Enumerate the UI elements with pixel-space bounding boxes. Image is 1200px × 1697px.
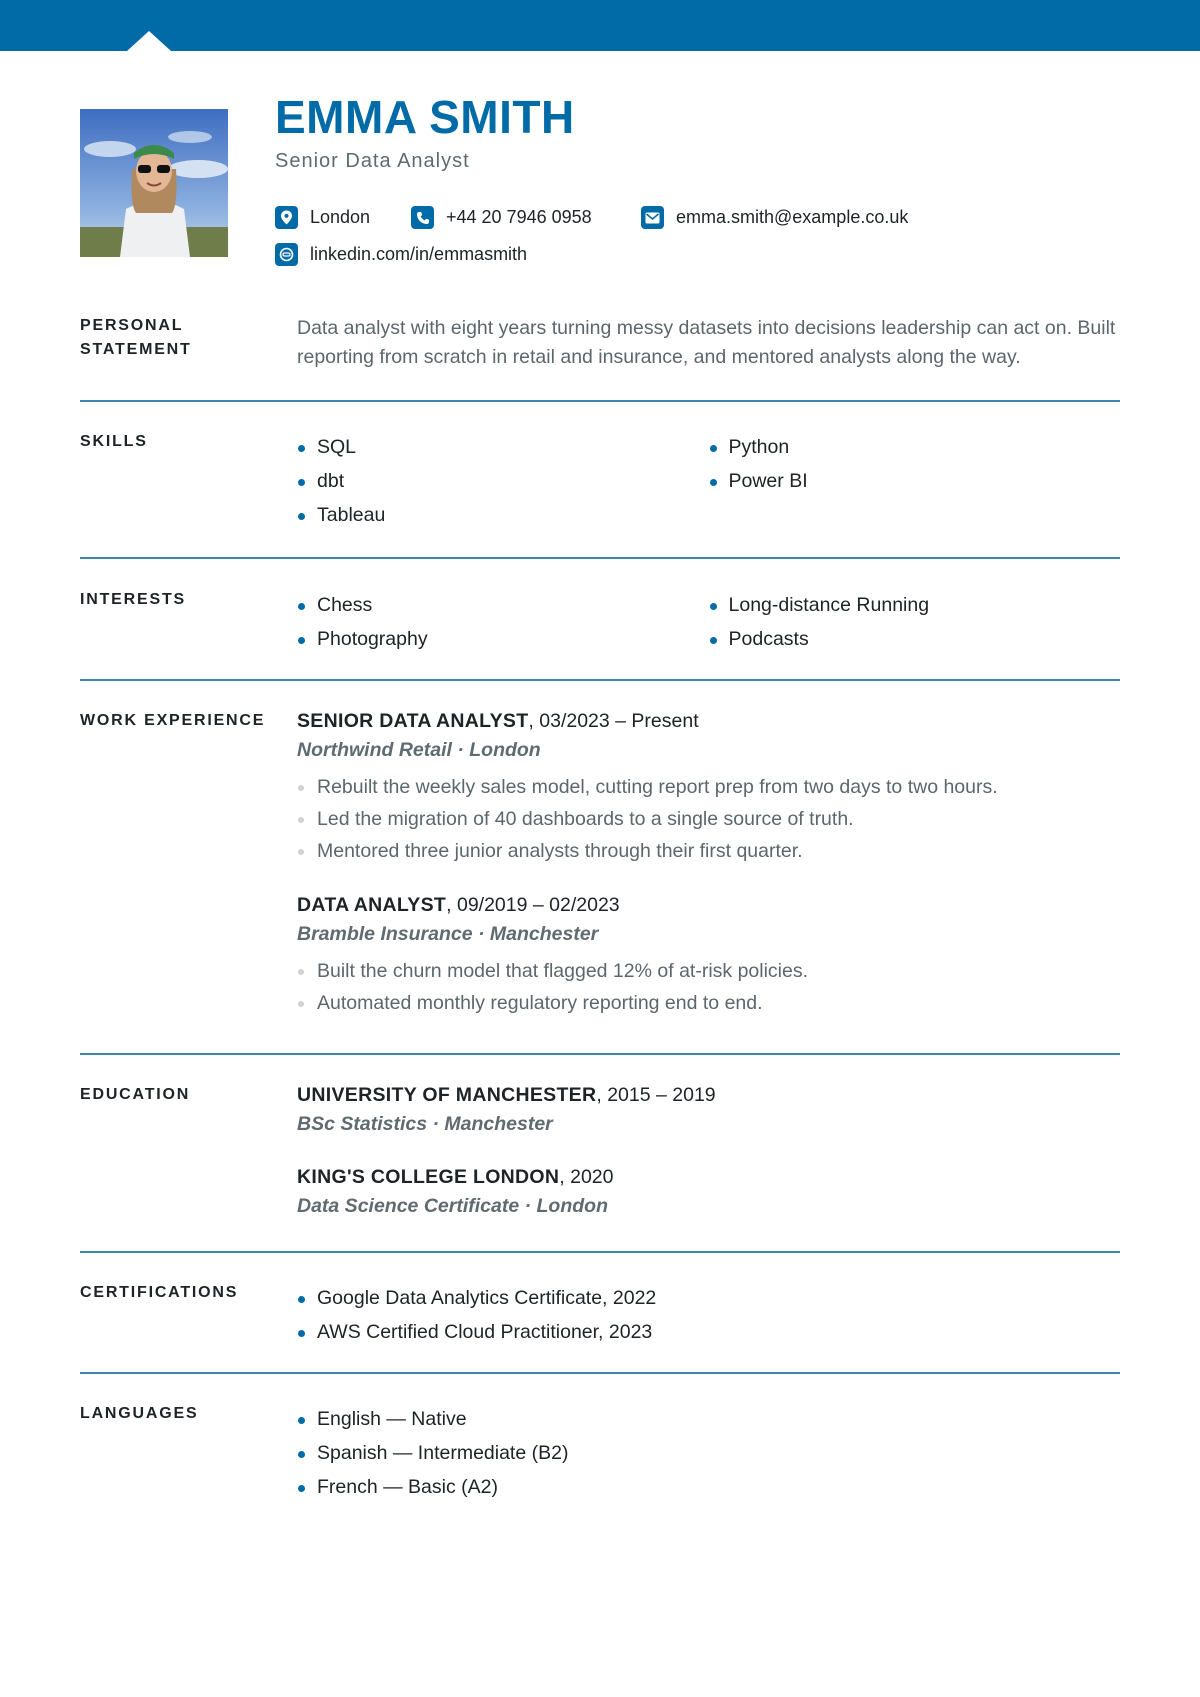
education-dates: , 2015 – 2019: [596, 1084, 716, 1106]
section-label: EDUCATION: [80, 1086, 191, 1103]
job-role: SENIOR DATA ANALYST: [297, 710, 529, 732]
job-entry: [297, 707, 1120, 867]
contact-linkedin[interactable]: [275, 243, 527, 266]
list-item: English — Native: [297, 1402, 1120, 1436]
email-icon: [641, 206, 664, 229]
list-item: Long-distance Running: [709, 588, 1121, 622]
list-item: Mentored three junior analysts through their first quarter.: [297, 835, 1120, 867]
divider: [80, 1053, 1120, 1055]
section-label: CERTIFICATIONS: [80, 1284, 239, 1301]
profile-photo: [80, 109, 228, 257]
school-name: KING'S COLLEGE LONDON: [297, 1166, 560, 1188]
link-icon: [275, 243, 298, 266]
divider: [80, 400, 1120, 402]
linkedin-text: linkedin.com/in/emmasmith: [310, 244, 528, 264]
job-role: DATA ANALYST: [297, 894, 447, 916]
education-detail: Data Science Certificate · London: [297, 1195, 608, 1217]
skills-list: [297, 430, 709, 532]
email-text: emma.smith@example.co.uk: [676, 207, 909, 227]
list-item: Led the migration of 40 dashboards to a single source of truth.: [297, 803, 1120, 835]
contact-email[interactable]: [641, 206, 908, 229]
statement-text: Data analyst with eight years turning messy datasets into decisions leadership can act on. Built reporting from scratch in retail and insurance, and mentored analysts along the way.: [297, 317, 1116, 368]
job-dates: , 09/2019 – 02/2023: [446, 894, 620, 916]
phone-icon: [411, 206, 434, 229]
job-company: Northwind Retail · London: [297, 739, 541, 761]
education-entry: [297, 1163, 1120, 1221]
contact-phone[interactable]: [411, 206, 592, 229]
job-dates: , 03/2023 – Present: [528, 710, 699, 732]
job-bullets: [297, 771, 1120, 867]
interests-list: [297, 588, 709, 656]
candidate-name: EMMA SMITH: [275, 91, 575, 143]
list-item: Built the churn model that flagged 12% of at-risk policies.: [297, 955, 1120, 987]
section-label: LANGUAGES: [80, 1405, 199, 1422]
header-banner: [0, 0, 1200, 51]
location-text: London: [310, 207, 371, 227]
list-item: AWS Certified Cloud Practitioner, 2023: [297, 1315, 1120, 1349]
job-title: Senior Data Analyst: [275, 150, 470, 172]
divider: [80, 1251, 1120, 1253]
section-label: SKILLS: [80, 433, 148, 450]
section-label: PERSONAL STATEMENT: [80, 317, 192, 358]
contact-location: [275, 206, 370, 229]
list-item: Spanish — Intermediate (B2): [297, 1436, 1120, 1470]
list-item: Google Data Analytics Certificate, 2022: [297, 1281, 1120, 1315]
divider: [80, 1372, 1120, 1374]
list-item: dbt: [297, 464, 709, 498]
school-name: UNIVERSITY OF MANCHESTER: [297, 1084, 597, 1106]
list-item: SQL: [297, 430, 709, 464]
certifications-list: [297, 1281, 1120, 1349]
education-entry: [297, 1081, 1120, 1139]
job-entry: [297, 891, 1120, 1019]
job-bullets: [297, 955, 1120, 1019]
list-item: Automated monthly regulatory reporting end to end.: [297, 987, 1120, 1019]
list-item: Power BI: [709, 464, 1121, 498]
list-item: Python: [709, 430, 1121, 464]
job-company: Bramble Insurance · Manchester: [297, 923, 599, 945]
list-item: Podcasts: [709, 622, 1121, 656]
education-detail: BSc Statistics · Manchester: [297, 1113, 553, 1135]
divider: [80, 557, 1120, 559]
list-item: Chess: [297, 588, 709, 622]
education-dates: , 2020: [559, 1166, 614, 1188]
languages-list: [297, 1402, 1120, 1504]
section-label: WORK EXPERIENCE: [80, 712, 266, 729]
interests-list: [709, 588, 1121, 656]
list-item: Tableau: [297, 498, 709, 532]
divider: [80, 679, 1120, 681]
section-label: INTERESTS: [80, 591, 186, 608]
map-pin-icon: [275, 206, 298, 229]
skills-list: [709, 430, 1121, 498]
list-item: Photography: [297, 622, 709, 656]
list-item: Rebuilt the weekly sales model, cutting report prep from two days to two hours.: [297, 771, 1120, 803]
list-item: French — Basic (A2): [297, 1470, 1120, 1504]
phone-text: +44 20 7946 0958: [446, 207, 592, 227]
